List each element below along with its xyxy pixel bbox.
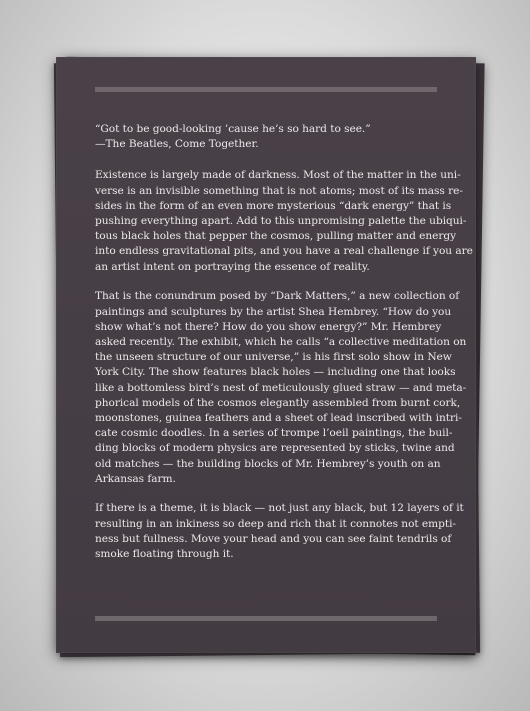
epigraph xyxy=(95,122,439,152)
paragraph-2 xyxy=(95,289,467,487)
paragraph-line: into endless gravitational pits, and you have a real challenge if you are xyxy=(95,245,473,258)
paragraph-line: Arkansas farm. xyxy=(95,472,176,485)
paragraph-line: the unseen structure of our universe,” is his first solo show in New xyxy=(95,351,452,364)
top-rule xyxy=(95,87,437,92)
paragraph-line: an artist intent on portraying the essence of reality. xyxy=(95,260,370,273)
epigraph-quote: “Got to be good-looking ’cause he’s so hard to see.” xyxy=(95,123,371,135)
paragraph-line: old matches — the building blocks of Mr. Hembrey’s youth on an xyxy=(95,457,441,470)
paragraph-line: tous black holes that pepper the cosmos, pulling matter and energy xyxy=(95,230,457,243)
paragraph-line: smoke floating through it. xyxy=(95,548,234,561)
paragraph-line: Existence is largely made of darkness. Most of the matter in the uni- xyxy=(95,169,461,182)
paragraph-line: pushing everything apart. Add to this unpromising palette the ubiqui- xyxy=(95,215,467,228)
paragraph-line: ding blocks of modern physics are represented by sticks, twine and xyxy=(95,442,455,455)
paragraph-line: ness but fullness. Move your head and you can see faint tendrils of xyxy=(95,532,452,545)
paragraph-line: cate cosmic doodles. In a series of trompe l’oeil paintings, the buil- xyxy=(95,427,453,440)
paragraph-line: resulting in an inkiness so deep and rich that it connotes not empti- xyxy=(95,517,456,530)
paragraph-line: sides in the form of an even more mysterious “dark energy” that is xyxy=(95,199,452,212)
paragraph-line: like a bottomless bird’s nest of meticulously glued straw — and meta- xyxy=(95,381,467,394)
article-body xyxy=(95,122,473,577)
paragraph-line: moonstones, guinea feathers and a sheet of lead inscribed with intri- xyxy=(95,411,462,424)
paragraph-3 xyxy=(95,501,464,562)
paragraph-1 xyxy=(95,168,473,274)
bottom-rule xyxy=(95,616,437,621)
epigraph-attribution: —The Beatles, Come Together. xyxy=(95,138,259,151)
paragraph-line: York City. The show features black holes — including one that looks xyxy=(95,366,456,379)
paragraph-line: phorical models of the cosmos elegantly assembled from burnt cork, xyxy=(95,396,461,409)
paragraph-line: show what’s not there? How do you show energy?” Mr. Hembrey xyxy=(95,320,442,333)
paragraph-line: That is the conundrum posed by “Dark Matters,” a new collection of xyxy=(95,290,460,303)
paragraph-line: paintings and sculptures by the artist Shea Hembrey. “How do you xyxy=(95,305,452,318)
paragraph-line: verse is an invisible something that is not atoms; most of its mass re- xyxy=(95,184,463,197)
paragraph-line: If there is a theme, it is black — not just any black, but 12 layers of it xyxy=(95,502,464,515)
document-page xyxy=(56,57,476,653)
paragraph-line: asked recently. The exhibit, which he calls “a collective meditation on xyxy=(95,335,467,348)
